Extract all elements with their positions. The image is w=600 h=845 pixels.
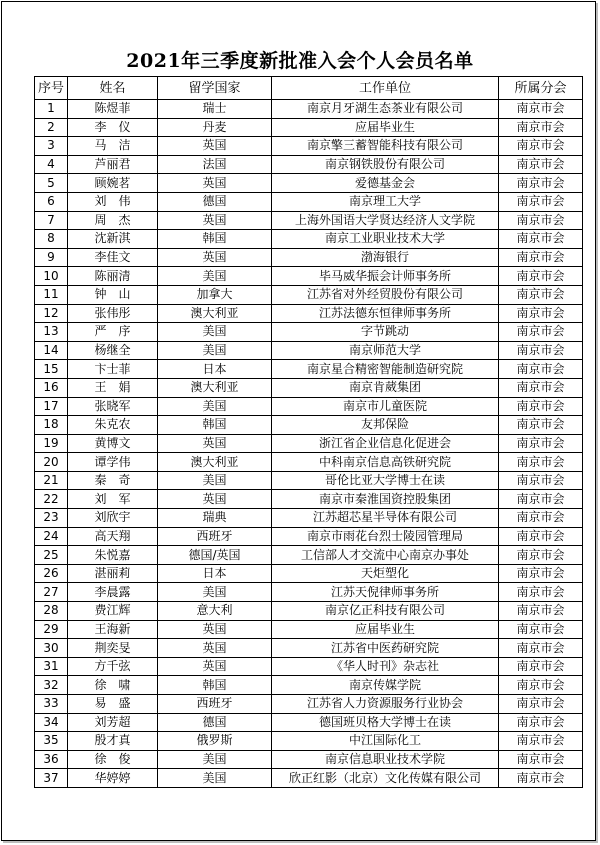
cell-no: 13	[35, 323, 68, 342]
cell-org: 南京市秦淮国资控股集团	[272, 490, 499, 509]
cell-branch: 南京市会	[499, 676, 583, 695]
cell-no: 17	[35, 397, 68, 416]
cell-name: 黄博文	[68, 434, 158, 453]
cell-country: 韩国	[158, 676, 272, 695]
cell-branch: 南京市会	[499, 267, 583, 286]
cell-branch: 南京市会	[499, 546, 583, 565]
cell-name: 费江辉	[68, 602, 158, 621]
cell-country: 加拿大	[158, 285, 272, 304]
cell-name: 高天翔	[68, 527, 158, 546]
cell-no: 27	[35, 583, 68, 602]
cell-name: 刘芳超	[68, 713, 158, 732]
cell-branch: 南京市会	[499, 490, 583, 509]
table-row	[35, 695, 583, 714]
cell-branch: 南京市会	[499, 732, 583, 751]
cell-org: 欣正红影（北京）文化传媒有限公司	[272, 769, 499, 788]
cell-no: 29	[35, 620, 68, 639]
cell-no: 28	[35, 602, 68, 621]
table-row	[35, 397, 583, 416]
cell-no: 34	[35, 713, 68, 732]
cell-branch: 南京市会	[499, 397, 583, 416]
cell-branch: 南京市会	[499, 100, 583, 119]
table-row	[35, 546, 583, 565]
cell-org: 毕马威华振会计师事务所	[272, 267, 499, 286]
cell-branch: 南京市会	[499, 341, 583, 360]
cell-name: 刘 军	[68, 490, 158, 509]
cell-name: 华婷婷	[68, 769, 158, 788]
cell-name: 李晨露	[68, 583, 158, 602]
header-org: 工作单位	[272, 77, 499, 100]
cell-name: 陈丽清	[68, 267, 158, 286]
cell-no: 33	[35, 695, 68, 714]
cell-name: 徐 啸	[68, 676, 158, 695]
cell-branch: 南京市会	[499, 285, 583, 304]
cell-name: 周 杰	[68, 211, 158, 230]
cell-org: 南京星合精密智能制造研究院	[272, 360, 499, 379]
cell-no: 9	[35, 248, 68, 267]
cell-branch: 南京市会	[499, 248, 583, 267]
cell-no: 23	[35, 509, 68, 528]
cell-country: 美国	[158, 583, 272, 602]
cell-branch: 南京市会	[499, 639, 583, 658]
cell-country: 日本	[158, 360, 272, 379]
cell-org: 江苏法德东恒律师事务所	[272, 304, 499, 323]
cell-country: 西班牙	[158, 527, 272, 546]
cell-branch: 南京市会	[499, 118, 583, 137]
cell-name: 朱克农	[68, 416, 158, 435]
cell-org: 江苏省对外经贸股份有限公司	[272, 285, 499, 304]
cell-branch: 南京市会	[499, 509, 583, 528]
cell-name: 卞士菲	[68, 360, 158, 379]
cell-branch: 南京市会	[499, 527, 583, 546]
cell-no: 35	[35, 732, 68, 751]
cell-org: 哥伦比亚大学博士在读	[272, 471, 499, 490]
cell-no: 6	[35, 192, 68, 211]
cell-branch: 南京市会	[499, 304, 583, 323]
cell-name: 马 洁	[68, 137, 158, 156]
table-row	[35, 564, 583, 583]
cell-org: 上海外国语大学贤达经济人文学院	[272, 211, 499, 230]
table-row	[35, 713, 583, 732]
table-row	[35, 230, 583, 249]
cell-org: 南京市雨花台烈士陵园管理局	[272, 527, 499, 546]
header-country: 留学国家	[158, 77, 272, 100]
cell-org: 江苏省中医药研究院	[272, 639, 499, 658]
table-row	[35, 750, 583, 769]
cell-country: 英国	[158, 620, 272, 639]
cell-org: 友邦保险	[272, 416, 499, 435]
cell-no: 20	[35, 453, 68, 472]
cell-branch: 南京市会	[499, 174, 583, 193]
cell-country: 美国	[158, 341, 272, 360]
cell-no: 25	[35, 546, 68, 565]
table-row	[35, 360, 583, 379]
cell-no: 14	[35, 341, 68, 360]
table-row	[35, 509, 583, 528]
cell-org: 爱德基金会	[272, 174, 499, 193]
cell-country: 俄罗斯	[158, 732, 272, 751]
cell-country: 美国	[158, 750, 272, 769]
cell-org: 南京月牙湖生态茶业有限公司	[272, 100, 499, 119]
cell-country: 英国	[158, 657, 272, 676]
table-row	[35, 602, 583, 621]
cell-no: 3	[35, 137, 68, 156]
cell-branch: 南京市会	[499, 378, 583, 397]
cell-no: 5	[35, 174, 68, 193]
cell-name: 秦 奇	[68, 471, 158, 490]
cell-branch: 南京市会	[499, 695, 583, 714]
cell-branch: 南京市会	[499, 620, 583, 639]
cell-name: 顾婉茗	[68, 174, 158, 193]
cell-branch: 南京市会	[499, 230, 583, 249]
cell-country: 英国	[158, 211, 272, 230]
header-name: 姓名	[68, 77, 158, 100]
cell-name: 杨继全	[68, 341, 158, 360]
cell-country: 丹麦	[158, 118, 272, 137]
cell-no: 24	[35, 527, 68, 546]
cell-branch: 南京市会	[499, 564, 583, 583]
cell-no: 32	[35, 676, 68, 695]
cell-name: 朱悦嘉	[68, 546, 158, 565]
table-row	[35, 434, 583, 453]
cell-org: 应届毕业生	[272, 118, 499, 137]
cell-org: 中科南京信息高铁研究院	[272, 453, 499, 472]
cell-name: 刘 伟	[68, 192, 158, 211]
cell-name: 谭学伟	[68, 453, 158, 472]
table-row	[35, 174, 583, 193]
cell-org: 工信部人才交流中心南京办事处	[272, 546, 499, 565]
table-row	[35, 211, 583, 230]
cell-no: 18	[35, 416, 68, 435]
cell-country: 美国	[158, 471, 272, 490]
cell-no: 37	[35, 769, 68, 788]
cell-no: 31	[35, 657, 68, 676]
header-no: 序号	[35, 77, 68, 100]
cell-org: 中江国际化工	[272, 732, 499, 751]
cell-country: 澳大利亚	[158, 378, 272, 397]
cell-org: 南京信息职业技术学院	[272, 750, 499, 769]
table-row	[35, 137, 583, 156]
cell-name: 李佳文	[68, 248, 158, 267]
header-branch: 所属分会	[499, 77, 583, 100]
table-body	[35, 100, 583, 788]
cell-country: 韩国	[158, 230, 272, 249]
table-row	[35, 378, 583, 397]
table-row	[35, 732, 583, 751]
table-row	[35, 639, 583, 658]
table-row	[35, 304, 583, 323]
cell-country: 澳大利亚	[158, 304, 272, 323]
cell-org: 江苏天倪律师事务所	[272, 583, 499, 602]
cell-org: 字节跳动	[272, 323, 499, 342]
cell-org: 江苏超芯星半导体有限公司	[272, 509, 499, 528]
cell-name: 易 盛	[68, 695, 158, 714]
cell-branch: 南京市会	[499, 471, 583, 490]
cell-name: 严 序	[68, 323, 158, 342]
cell-name: 方千弦	[68, 657, 158, 676]
cell-no: 30	[35, 639, 68, 658]
cell-name: 刘欣宇	[68, 509, 158, 528]
table-row	[35, 620, 583, 639]
cell-org: 应届毕业生	[272, 620, 499, 639]
cell-country: 美国	[158, 267, 272, 286]
cell-country: 西班牙	[158, 695, 272, 714]
cell-country: 法国	[158, 155, 272, 174]
table-row	[35, 341, 583, 360]
table-row	[35, 267, 583, 286]
table-row	[35, 248, 583, 267]
table-row	[35, 453, 583, 472]
cell-country: 英国	[158, 639, 272, 658]
cell-name: 李 仪	[68, 118, 158, 137]
cell-org: 南京擎三蓄智能科技有限公司	[272, 137, 499, 156]
cell-name: 荆奕旻	[68, 639, 158, 658]
cell-country: 德国	[158, 713, 272, 732]
cell-no: 2	[35, 118, 68, 137]
cell-no: 4	[35, 155, 68, 174]
cell-no: 1	[35, 100, 68, 119]
member-table	[34, 76, 583, 788]
cell-org: 《华人时刊》杂志社	[272, 657, 499, 676]
cell-branch: 南京市会	[499, 211, 583, 230]
cell-name: 王 娟	[68, 378, 158, 397]
cell-country: 韩国	[158, 416, 272, 435]
table-row	[35, 323, 583, 342]
table-header-row	[35, 77, 583, 100]
cell-branch: 南京市会	[499, 416, 583, 435]
cell-name: 钟 山	[68, 285, 158, 304]
cell-org: 德国班贝格大学博士在读	[272, 713, 499, 732]
cell-branch: 南京市会	[499, 434, 583, 453]
cell-name: 殷才真	[68, 732, 158, 751]
cell-no: 21	[35, 471, 68, 490]
cell-no: 8	[35, 230, 68, 249]
cell-org: 南京工业职业技术大学	[272, 230, 499, 249]
cell-branch: 南京市会	[499, 453, 583, 472]
cell-country: 美国	[158, 397, 272, 416]
cell-no: 22	[35, 490, 68, 509]
cell-branch: 南京市会	[499, 769, 583, 788]
cell-org: 浙江省企业信息化促进会	[272, 434, 499, 453]
table-row	[35, 490, 583, 509]
table-row	[35, 676, 583, 695]
table-row	[35, 285, 583, 304]
cell-country: 瑞士	[158, 100, 272, 119]
table-row	[35, 155, 583, 174]
table-row	[35, 118, 583, 137]
cell-no: 15	[35, 360, 68, 379]
cell-name: 徐 俊	[68, 750, 158, 769]
table-row	[35, 192, 583, 211]
cell-name: 湛丽莉	[68, 564, 158, 583]
table-row	[35, 527, 583, 546]
cell-country: 德国	[158, 192, 272, 211]
cell-org: 南京钢铁股份有限公司	[272, 155, 499, 174]
cell-country: 美国	[158, 323, 272, 342]
cell-branch: 南京市会	[499, 602, 583, 621]
cell-name: 王海新	[68, 620, 158, 639]
cell-name: 陈煜菲	[68, 100, 158, 119]
table-row	[35, 769, 583, 788]
cell-no: 11	[35, 285, 68, 304]
cell-no: 16	[35, 378, 68, 397]
cell-no: 12	[35, 304, 68, 323]
cell-branch: 南京市会	[499, 360, 583, 379]
cell-org: 南京亿正科技有限公司	[272, 602, 499, 621]
cell-branch: 南京市会	[499, 137, 583, 156]
cell-name: 张伟彤	[68, 304, 158, 323]
cell-no: 10	[35, 267, 68, 286]
table-row	[35, 416, 583, 435]
cell-country: 英国	[158, 434, 272, 453]
cell-country: 瑞典	[158, 509, 272, 528]
cell-org: 南京理工大学	[272, 192, 499, 211]
cell-org: 南京市儿童医院	[272, 397, 499, 416]
cell-country: 澳大利亚	[158, 453, 272, 472]
cell-country: 美国	[158, 769, 272, 788]
table-row	[35, 583, 583, 602]
page-title: 2021年三季度新批准入会个人会员名单	[126, 50, 474, 72]
cell-name: 芦丽君	[68, 155, 158, 174]
table-row	[35, 657, 583, 676]
cell-branch: 南京市会	[499, 323, 583, 342]
cell-no: 26	[35, 564, 68, 583]
cell-country: 英国	[158, 137, 272, 156]
cell-branch: 南京市会	[499, 713, 583, 732]
cell-country: 日本	[158, 564, 272, 583]
cell-branch: 南京市会	[499, 750, 583, 769]
table-row	[35, 100, 583, 119]
cell-country: 英国	[158, 490, 272, 509]
cell-branch: 南京市会	[499, 155, 583, 174]
cell-no: 36	[35, 750, 68, 769]
cell-org: 南京传媒学院	[272, 676, 499, 695]
cell-org: 渤海银行	[272, 248, 499, 267]
cell-country: 英国	[158, 248, 272, 267]
cell-country: 意大利	[158, 602, 272, 621]
cell-no: 19	[35, 434, 68, 453]
cell-name: 张晓军	[68, 397, 158, 416]
cell-country: 德国/英国	[158, 546, 272, 565]
cell-org: 南京肯葳集团	[272, 378, 499, 397]
cell-org: 天炬塑化	[272, 564, 499, 583]
table-row	[35, 471, 583, 490]
cell-org: 江苏省人力资源服务行业协会	[272, 695, 499, 714]
cell-no: 7	[35, 211, 68, 230]
cell-branch: 南京市会	[499, 657, 583, 676]
cell-branch: 南京市会	[499, 192, 583, 211]
cell-org: 南京师范大学	[272, 341, 499, 360]
cell-name: 沈新淇	[68, 230, 158, 249]
cell-branch: 南京市会	[499, 583, 583, 602]
cell-country: 英国	[158, 174, 272, 193]
